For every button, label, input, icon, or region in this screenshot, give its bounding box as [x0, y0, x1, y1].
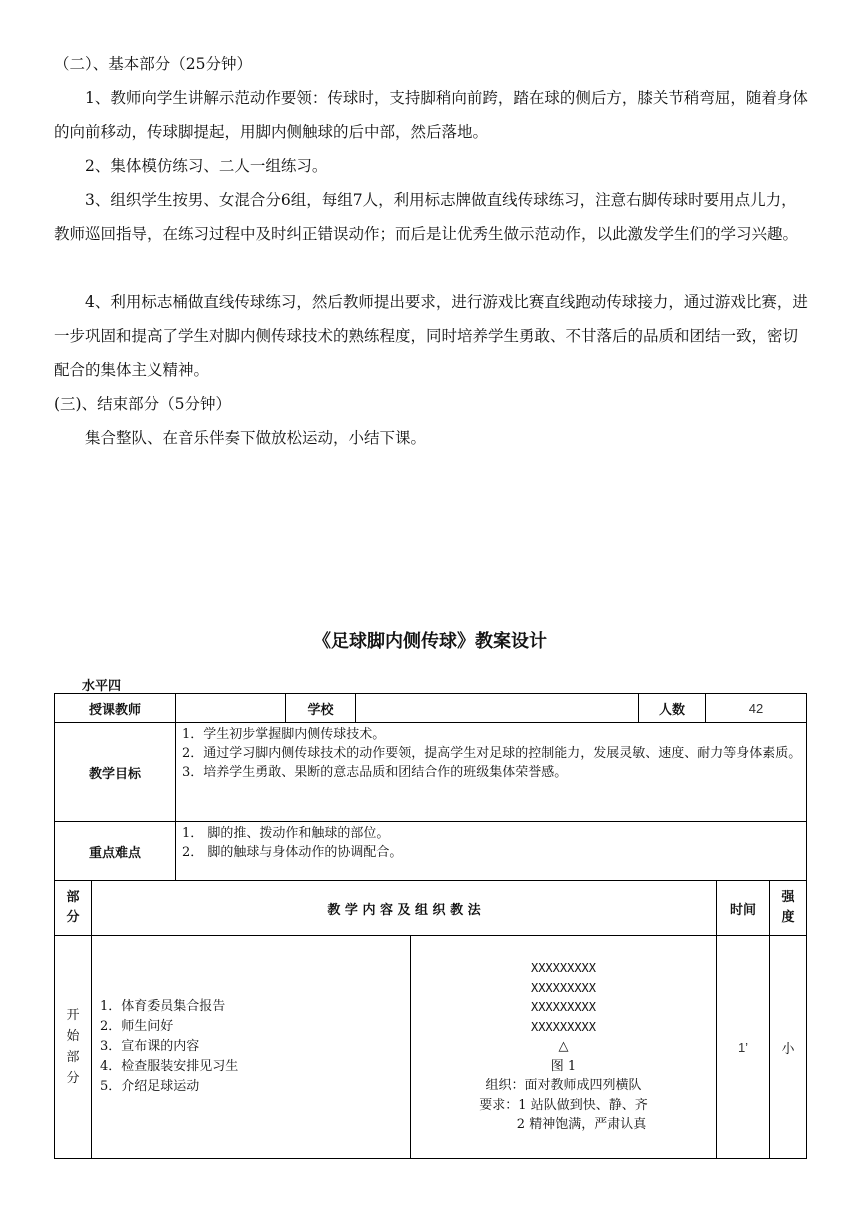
formation-row: XXXXXXXXX [530, 1019, 597, 1034]
goals-label: 教学目标 [55, 723, 176, 822]
key-point-item: 1． 脚的推、拨动作和触球的部位。 [182, 826, 390, 841]
formation-row: XXXXXXXXX [530, 1000, 597, 1015]
formation-cell [411, 936, 717, 1159]
lesson-plan-table [54, 880, 807, 1159]
col-part-header: 部 分 [55, 881, 92, 936]
time-value: 1’ [717, 936, 770, 1159]
section-basic-heading: （二）、基本部分（25分钟） [54, 55, 252, 73]
paragraph-demonstration: 1、教师向学生讲解示范动作要领：传球时，支持脚稍向前跨，踏在球的侧后方，膝关节稍弯屈，随着身体的向前移动，传球脚提起，用脚内侧触球的后中部，然后落地。 [54, 89, 808, 141]
paragraph-relay-game: 4、利用标志桶做直线传球练习，然后教师提出要求，进行游戏比赛直线跑动传球接力，通过游戏比赛，进一步巩固和提高了学生对脚内侧传球技术的熟练程度，同时培养学生勇敢、不甘落后的品质和团结一致，密切配合的集体主义精神。 [54, 293, 808, 379]
requirement-1: 要求：1 站队做到快、静、齐 [479, 1097, 648, 1113]
paragraph-imitation: 2、集体模仿练习、二人一组练习。 [85, 157, 328, 175]
formation-row: XXXXXXXXX [530, 961, 597, 976]
level-label: 水平四 [82, 679, 122, 694]
count-label: 人数 [639, 694, 706, 723]
col-time-header: 时间 [717, 881, 770, 936]
start-item: 5．介绍足球运动 [100, 1079, 200, 1094]
section-ending-heading: (三)、结束部分（5分钟） [54, 395, 231, 413]
formation-row: XXXXXXXXX [530, 980, 597, 995]
col-content-header: 教 学 内 容 及 组 织 教 法 [92, 881, 717, 936]
lesson-title: 《足球脚内侧传球》教案设计 [313, 631, 547, 652]
teacher-triangle-icon: △ [558, 1039, 569, 1055]
figure-label: 图 1 [550, 1058, 577, 1074]
intensity-value: 小 [770, 936, 807, 1159]
requirement-2: 2 精神饱满，严肃认真 [516, 1117, 647, 1133]
lesson-info-table [54, 693, 807, 881]
teacher-label: 授课教师 [55, 694, 176, 723]
teacher-value [176, 694, 286, 723]
start-item: 4．检查服装安排见习生 [100, 1059, 239, 1074]
goal-item: 1．学生初步掌握脚内侧传球技术。 [182, 727, 386, 742]
start-item: 3．宣布课的内容 [100, 1039, 200, 1054]
col-intensity-header: 强 度 [770, 881, 807, 936]
school-label: 学校 [286, 694, 356, 723]
paragraph-group-practice: 3、组织学生按男、女混合分6组，每组7人，利用标志牌做直线传球练习，注意右脚传球时要用点儿力，教师巡回指导，在练习过程中及时纠正错误动作；而后是让优秀生做示范动作，以此激发学生们的学习兴趣。 [54, 191, 799, 243]
section-start-label: 开 始 部 分 [55, 936, 92, 1159]
goal-item: 2．通过学习脚内侧传球技术的动作要领，提高学生对足球的控制能力，发展灵敏、速度、耐力等身体素质。 [182, 746, 802, 761]
goal-item: 3．培养学生勇敢、果断的意志品质和团结合作的班级集体荣誉感。 [182, 765, 568, 780]
start-item: 2．师生问好 [100, 1019, 174, 1034]
start-item: 1．体育委员集合报告 [100, 999, 226, 1014]
school-value [356, 694, 639, 723]
goals-cell [176, 723, 807, 822]
count-value: 42 [706, 694, 807, 723]
start-items-cell [92, 936, 411, 1159]
organization-text: 组织：面对教师成四列横队 [485, 1078, 642, 1094]
key-points-cell [176, 822, 807, 881]
key-points-label: 重点难点 [55, 822, 176, 881]
paragraph-ending: 集合整队、在音乐伴奏下做放松运动，小结下课。 [85, 429, 427, 447]
key-point-item: 2． 脚的触球与身体动作的协调配合。 [182, 845, 403, 860]
